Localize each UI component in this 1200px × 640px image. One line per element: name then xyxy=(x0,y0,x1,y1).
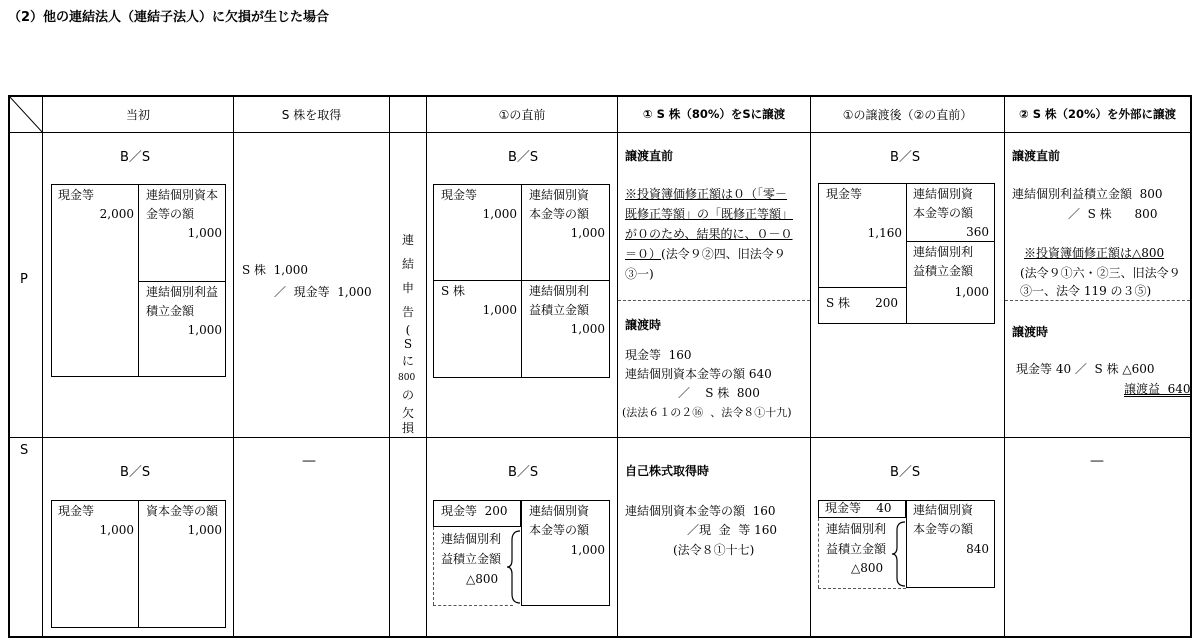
not-applicable: — xyxy=(302,453,316,469)
journal-line: 現金等 160 xyxy=(625,348,692,362)
capital-label: 連結個別資 xyxy=(529,504,590,518)
journal-line: ／現 金 等 160 xyxy=(687,523,777,537)
legal-reference: (法令８①十七) xyxy=(673,543,755,557)
section-heading: 譲渡時 xyxy=(625,318,662,332)
capital-value: 1,000 xyxy=(570,226,605,240)
section-heading: 自己株式取得時 xyxy=(625,464,710,478)
cash-label: 現金等 xyxy=(58,188,95,202)
note-line: (法令９①六・②三、旧法令９ xyxy=(1020,266,1181,280)
section-heading: 譲渡直前 xyxy=(625,149,674,163)
cash-value: 2,000 xyxy=(99,207,134,221)
page-title: （2）他の連結法人（連結子法人）に欠損が生じた場合 xyxy=(8,10,330,25)
journal-line: 連結個別利益積立金額 800 xyxy=(1012,187,1163,201)
row-label-p: P xyxy=(20,272,28,287)
cash-label: 現金等 200 xyxy=(441,504,508,518)
bs-title: B／S xyxy=(120,465,151,480)
capital-value: 840 xyxy=(966,542,989,556)
retained-label: 積立金額 xyxy=(146,304,195,318)
header-before1: ①の直前 xyxy=(498,107,546,122)
consolidated-filing-note: 連 結 申 告 ( S に 800 の 欠 損 xyxy=(398,233,416,435)
capital-label: 連結個別資 xyxy=(913,503,974,517)
header-initial: 当初 xyxy=(125,107,150,122)
retained-value: △800 xyxy=(466,572,499,586)
journal-line: ／ S 株 800 xyxy=(1068,207,1158,221)
note-line: ＝０）(法令９②四、旧法令９ xyxy=(625,247,786,261)
cash-label: 現金等 xyxy=(441,188,478,202)
retained-label: 連結個別利 xyxy=(441,532,502,546)
corner-diagonal xyxy=(9,96,43,133)
s-share-value: 1,000 xyxy=(482,303,517,317)
capital-label: 本金等の額 xyxy=(529,523,590,537)
header-step2: ② S 株（20%）を外部に譲渡 xyxy=(1018,107,1177,121)
capital-value: 360 xyxy=(966,225,989,239)
bs-title: B／S xyxy=(508,150,539,165)
cash-value: 1,000 xyxy=(99,523,134,537)
note-line: ③一、法令 119 の３⑤) xyxy=(1020,284,1152,298)
note-line: ※投資簿価修正額は０（「零－ xyxy=(625,187,788,201)
cash-label: 現金等 xyxy=(58,504,95,518)
capital-label: 連結個別資本 xyxy=(146,188,219,202)
retained-label: 連結個別利 xyxy=(529,284,590,298)
capital-label: 連結個別資 xyxy=(913,187,974,201)
bs-title: B／S xyxy=(890,150,921,165)
capital-value: 1,000 xyxy=(187,523,222,537)
capital-label: 本金等の額 xyxy=(913,522,974,536)
capital-label: 本金等の額 xyxy=(529,207,590,221)
section-heading: 譲渡時 xyxy=(1012,325,1049,339)
retained-label: 連結個別利 xyxy=(826,522,887,536)
row-label-s: S xyxy=(20,443,29,458)
capital-value: 1,000 xyxy=(570,543,605,557)
bs-title: B／S xyxy=(508,465,539,480)
retained-label: 連結個別利 xyxy=(913,245,974,259)
retained-value: 1,000 xyxy=(570,322,605,336)
retained-label: 益積立金額 xyxy=(529,303,590,317)
s-share-label: S 株 xyxy=(441,284,466,298)
note-line: ③一) xyxy=(625,267,654,281)
journal-line: ／ S 株 800 xyxy=(678,386,760,400)
capital-label: 連結個別資 xyxy=(529,188,590,202)
bs-title: B／S xyxy=(120,150,151,165)
gain-on-transfer: 譲渡益 640 xyxy=(1124,382,1191,396)
header-acquire: S 株を取得 xyxy=(281,107,342,122)
retained-value: 1,000 xyxy=(187,323,222,337)
note-line: ※投資簿価修正額は△800 xyxy=(1024,246,1165,260)
s-share-label: S 株 xyxy=(826,296,851,310)
retained-label: 益積立金額 xyxy=(913,264,974,278)
journal-line: 現金等 40 ／ S 株 △600 xyxy=(1016,362,1155,376)
journal-line: 連結個別資本金等の額 160 xyxy=(625,504,776,518)
journal-line: 連結個別資本金等の額 640 xyxy=(625,367,772,381)
section-heading: 譲渡直前 xyxy=(1012,149,1061,163)
not-applicable: — xyxy=(1090,453,1104,469)
capital-label: 本金等の額 xyxy=(913,206,974,220)
journal-line: ／ 現金等 1,000 xyxy=(274,285,372,299)
retained-value: △800 xyxy=(851,561,884,575)
journal-line: S 株 1,000 xyxy=(242,263,309,277)
cash-label: 現金等 xyxy=(826,187,863,201)
note-line: 既修正等額」の「既修正等額」 xyxy=(625,207,794,221)
capital-label: 資本金等の額 xyxy=(146,504,219,518)
s-share-value: 200 xyxy=(875,296,898,310)
cash-label: 現金等 40 xyxy=(825,501,892,515)
header-after1: ①の譲渡後（②の直前） xyxy=(842,107,973,122)
cash-value: 1,160 xyxy=(867,226,902,240)
retained-label: 益積立金額 xyxy=(441,552,502,566)
capital-value: 1,000 xyxy=(187,226,222,240)
brace-icon xyxy=(506,530,522,604)
capital-label: 金等の額 xyxy=(146,207,195,221)
header-step1: ① S 株（80%）をSに譲渡 xyxy=(642,107,786,121)
legal-reference: (法法６１の２⑯ 、法令８①十九) xyxy=(622,406,792,419)
retained-value: 1,000 xyxy=(954,285,989,299)
bs-title: B／S xyxy=(890,465,921,480)
note-line: が０のため、結果的に、０－０ xyxy=(625,227,793,241)
brace-icon xyxy=(891,521,907,587)
retained-label: 連結個別利益 xyxy=(146,285,219,299)
cash-value: 1,000 xyxy=(482,207,517,221)
retained-label: 益積立金額 xyxy=(826,542,887,556)
